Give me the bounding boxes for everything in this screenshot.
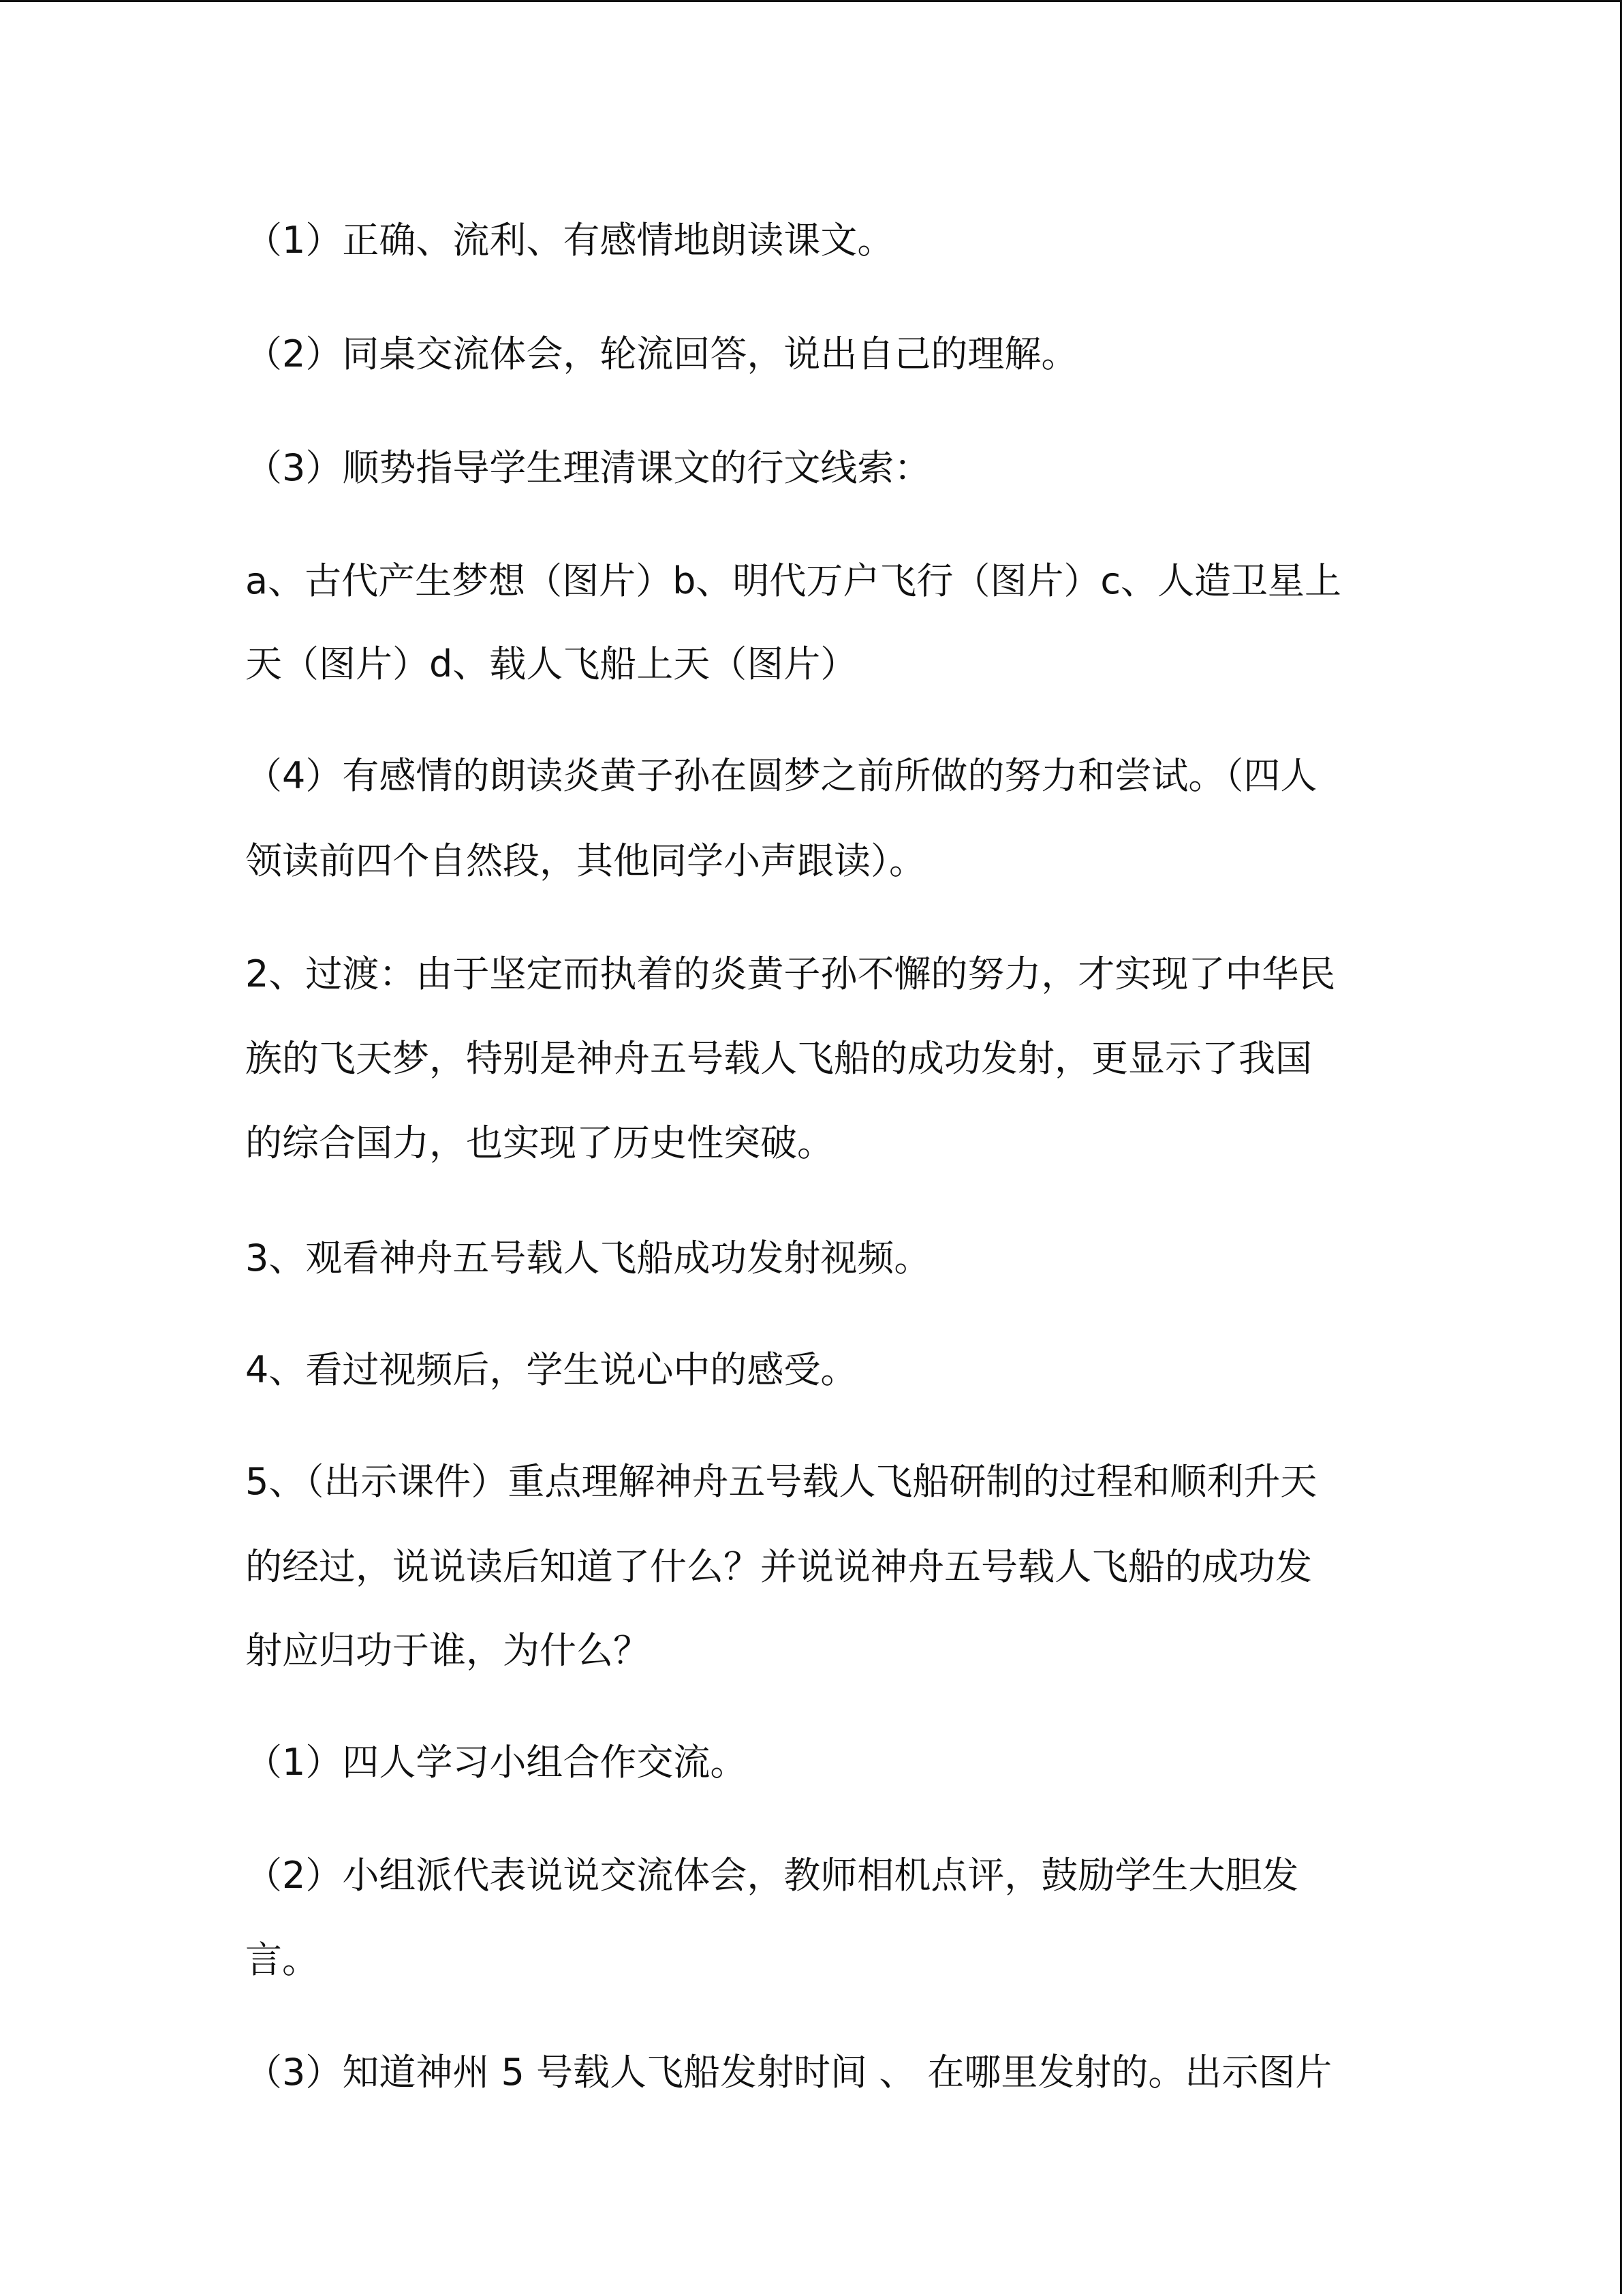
- paragraph-line: 5、（出示课件）重点理解神舟五号载人飞船研制的过程和顺利升天: [245, 1460, 1317, 1503]
- paragraph-line: 3、观看神舟五号载人飞船成功发射视频。: [245, 1237, 931, 1279]
- paragraph-line: （2）同桌交流体会，轮流回答，说出自己的理解。: [245, 332, 1078, 375]
- paragraph-line: （2）小组派代表说说交流体会，教师相机点评，鼓励学生大胆发: [245, 1854, 1299, 1897]
- paragraph-line: （3）知道神州 5 号载人飞船发射时间 、 在哪里发射的。出示图片: [245, 2051, 1332, 2094]
- paragraph-line: 天（图片）d、载人飞船上天（图片）: [245, 642, 858, 685]
- paragraph-line: （1）正确、流利、有感情地朗读课文。: [245, 219, 894, 262]
- paragraph-line: 族的飞天梦，特别是神舟五号载人飞船的成功发射，更显示了我国: [245, 1037, 1312, 1080]
- paragraph-line: 领读前四个自然段，其他同学小声跟读）。: [245, 839, 926, 882]
- paragraph-line: 的经过，说说读后知道了什么？并说说神舟五号载人飞船的成功发: [245, 1545, 1312, 1588]
- paragraph-line: 2、过渡：由于坚定而执着的炎黄子孙不懈的努力，才实现了中华民: [245, 952, 1336, 995]
- paragraph-line: 的综合国力，也实现了历史性突破。: [245, 1121, 834, 1164]
- paragraph-line: （3）顺势指导学生理清课文的行文线索：: [245, 446, 931, 489]
- paragraph-line: 言。: [245, 1938, 319, 1981]
- paragraph-line: （4）有感情的朗读炎黄子孙在圆梦之前所做的努力和尝试。（四人: [245, 754, 1317, 797]
- document-body: [0, 2, 1622, 2296]
- paragraph-line: （1）四人学习小组合作交流。: [245, 1741, 747, 1784]
- paragraph-line: 4、看过视频后，学生说心中的感受。: [245, 1348, 858, 1391]
- paragraph-line: a、古代产生梦想（图片）b、明代万户飞行（图片）c、人造卫星上: [245, 559, 1342, 602]
- paragraph-line: 射应归功于谁，为什么？: [245, 1629, 650, 1672]
